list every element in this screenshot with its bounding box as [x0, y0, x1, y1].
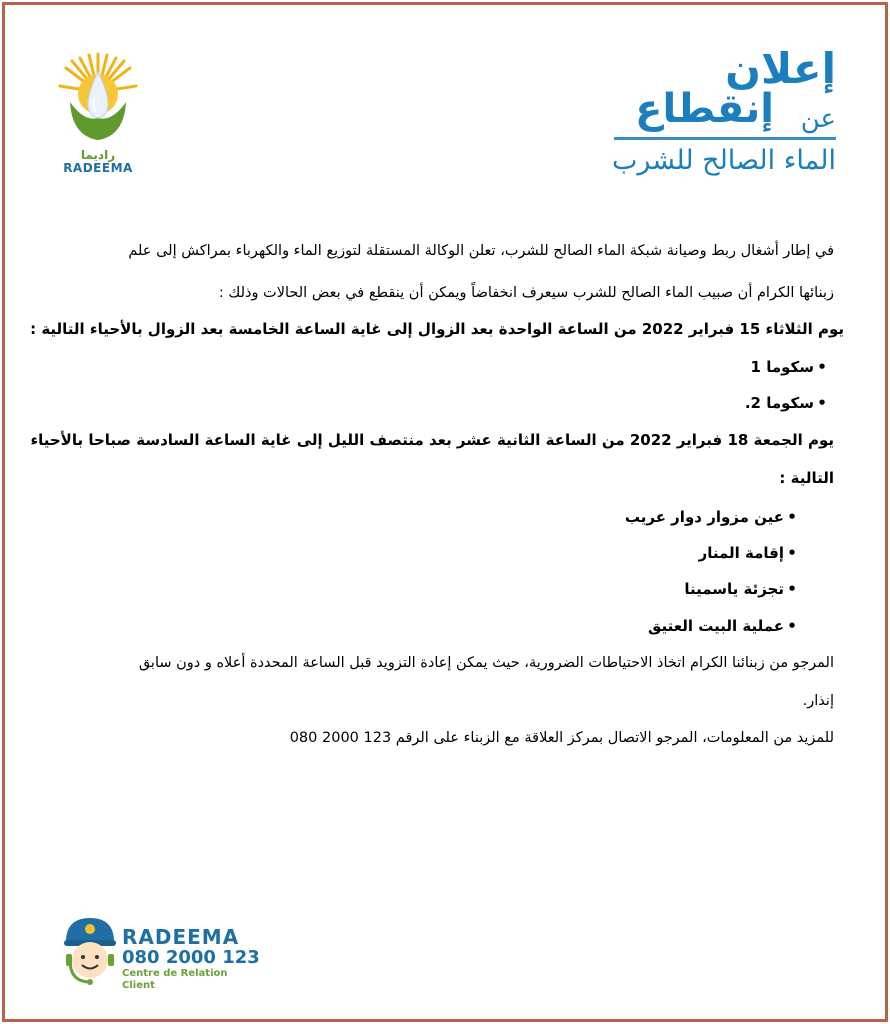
- title-divider: [614, 137, 836, 140]
- logo-arabic-text: راديما: [80, 148, 116, 162]
- contact-line: للمزيد من المعلومات، المرجو الاتصال بمركز العلاقة مع الزبناء على الرقم 123 2000 080: [289, 730, 834, 746]
- day2-heading-line-1: يوم الجمعة 18 فبراير 2022 من الساعة الثانية عشر بعد منتصف الليل إلى غاية الساعة السادسة صباحا بالأحياء: [30, 431, 834, 449]
- note-line-1: المرجو من زبنائنا الكرام اتخاذ الاحتياطات الضرورية، حيث يمكن إعادة التزويد قبل الساعة المحددة أعلاه و دون سابق: [138, 655, 834, 671]
- footer-brand-name: RADEEMA: [122, 925, 240, 949]
- bullet-icon: •: [787, 508, 797, 526]
- note-line-2: إنذار.: [802, 693, 834, 709]
- title-line-2-big: إنقطاع: [635, 86, 774, 132]
- title-line-1: إعلان: [725, 44, 836, 93]
- day2-item: •إقامة المنار: [699, 544, 800, 562]
- day2-item: •عين مزوار دوار عريب: [625, 508, 800, 526]
- day2-item: •عملية البيت العتيق: [648, 617, 800, 635]
- day1-heading: يوم الثلاثاء 15 فبراير 2022 من الساعة الواحدة بعد الزوال إلى غاية الساعة الخامسة بعد الزوال بالأحياء التالية :: [30, 320, 844, 338]
- title-line-3: الماء الصالح للشرب: [611, 145, 836, 176]
- day1-item: •سكوما 2.: [745, 394, 830, 412]
- bullet-icon: •: [817, 394, 827, 412]
- footer-subtitle: Centre de Relation Client: [122, 968, 228, 991]
- logo-latin-text: RADEEMA: [63, 161, 133, 175]
- customer-center-logo: [60, 912, 260, 992]
- bullet-icon: •: [787, 617, 797, 635]
- day1-item: •سكوما 1: [751, 358, 830, 376]
- day2-item: •تجزئة ياسمينا: [684, 580, 800, 598]
- intro-line-2: زبنائها الكرام أن صبيب الماء الصالح للشرب سيعرف انخفاضاً ويمكن أن ينقطع في بعض الحالات وذلك :: [218, 285, 834, 301]
- radeema-logo: [58, 52, 138, 176]
- intro-line-1: في إطار أشغال ربط وصيانة شبكة الماء الصالح للشرب، تعلن الوكالة المستقلة لتوزيع الماء والكهرباء بمراكش إلى علم: [128, 243, 834, 259]
- title-line-2-small: عن: [800, 104, 836, 134]
- bullet-icon: •: [787, 544, 797, 562]
- bullet-icon: •: [817, 358, 827, 376]
- radeema-sun-logo-icon: [58, 52, 138, 148]
- bullet-icon: •: [787, 580, 797, 598]
- customer-service-agent-icon: [60, 912, 120, 992]
- footer-phone-number: 080 2000 123: [122, 947, 260, 968]
- day2-heading-line-2: التالية :: [779, 469, 834, 487]
